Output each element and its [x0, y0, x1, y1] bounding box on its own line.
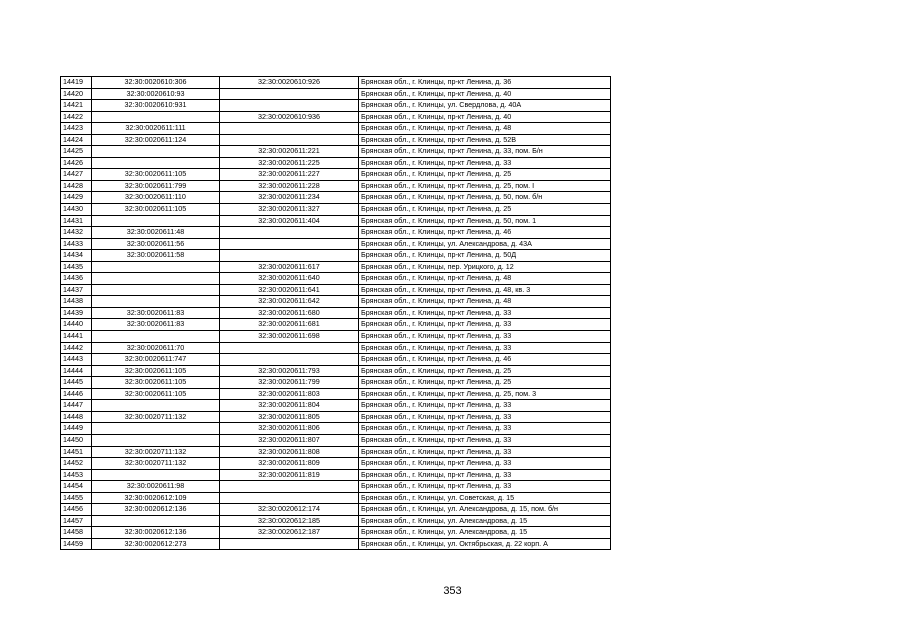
row-number-cell: 14420 [61, 88, 92, 100]
address-cell: Брянская обл., г. Клинцы, ул. Свердлова, д. 40А [359, 100, 611, 112]
table-row [61, 515, 611, 527]
row-number-cell: 14421 [61, 100, 92, 112]
row-number-cell: 14444 [61, 365, 92, 377]
row-number-cell: 14452 [61, 458, 92, 470]
table-row [61, 157, 611, 169]
object-cadastral-number-cell: 32:30:0020612:187 [220, 527, 359, 539]
table-row [61, 434, 611, 446]
row-number-cell: 14450 [61, 434, 92, 446]
row-number-cell: 14449 [61, 423, 92, 435]
parcel-cadastral-number-cell: 32:30:0020711:132 [92, 458, 220, 470]
object-cadastral-number-cell: 32:30:0020611:225 [220, 157, 359, 169]
object-cadastral-number-cell: 32:30:0020611:804 [220, 400, 359, 412]
parcel-cadastral-number-cell [92, 157, 220, 169]
object-cadastral-number-cell: 32:30:0020611:681 [220, 319, 359, 331]
table-row [61, 169, 611, 181]
table-row [61, 284, 611, 296]
address-cell: Брянская обл., г. Клинцы, ул. Александрова, д. 15 [359, 527, 611, 539]
row-number-cell: 14423 [61, 123, 92, 135]
address-cell: Брянская обл., г. Клинцы, пр-кт Ленина, д. 25 [359, 204, 611, 216]
table-row [61, 538, 611, 550]
row-number-cell: 14451 [61, 446, 92, 458]
row-number-cell: 14425 [61, 146, 92, 158]
address-cell: Брянская обл., г. Клинцы, пр-кт Ленина, д. 25 [359, 169, 611, 181]
table-row [61, 307, 611, 319]
parcel-cadastral-number-cell: 32:30:0020610:931 [92, 100, 220, 112]
parcel-cadastral-number-cell [92, 434, 220, 446]
address-cell: Брянская обл., г. Клинцы, пр-кт Ленина, д. 25, пом. 3 [359, 388, 611, 400]
table-row [61, 134, 611, 146]
address-cell: Брянская обл., г. Клинцы, пр-кт Ленина, д. 36 [359, 77, 611, 89]
address-cell: Брянская обл., г. Клинцы, ул. Октябрьская, д. 22 корп. А [359, 538, 611, 550]
parcel-cadastral-number-cell [92, 146, 220, 158]
table-row [61, 365, 611, 377]
table-row [61, 111, 611, 123]
object-cadastral-number-cell: 32:30:0020611:698 [220, 331, 359, 343]
object-cadastral-number-cell: 32:30:0020611:640 [220, 273, 359, 285]
parcel-cadastral-number-cell [92, 111, 220, 123]
parcel-cadastral-number-cell [92, 296, 220, 308]
address-cell: Брянская обл., г. Клинцы, пр-кт Ленина, д. 48, кв. 3 [359, 284, 611, 296]
table-row [61, 296, 611, 308]
address-cell: Брянская обл., г. Клинцы, пр-кт Ленина, д. 33 [359, 400, 611, 412]
table-row [61, 261, 611, 273]
object-cadastral-number-cell [220, 481, 359, 493]
address-cell: Брянская обл., г. Клинцы, пр-кт Ленина, д. 33 [359, 458, 611, 470]
address-cell: Брянская обл., г. Клинцы, пр-кт Ленина, д. 46 [359, 227, 611, 239]
parcel-cadastral-number-cell: 32:30:0020711:132 [92, 411, 220, 423]
address-cell: Брянская обл., г. Клинцы, пр-кт Ленина, д. 33, пом. Б/н [359, 146, 611, 158]
parcel-cadastral-number-cell [92, 273, 220, 285]
address-cell: Брянская обл., г. Клинцы, пр-кт Ленина, д. 40 [359, 88, 611, 100]
object-cadastral-number-cell: 32:30:0020611:617 [220, 261, 359, 273]
row-number-cell: 14422 [61, 111, 92, 123]
parcel-cadastral-number-cell: 32:30:0020611:105 [92, 169, 220, 181]
address-cell: Брянская обл., г. Клинцы, пр-кт Ленина, д. 25 [359, 377, 611, 389]
parcel-cadastral-number-cell: 32:30:0020611:105 [92, 204, 220, 216]
row-number-cell: 14437 [61, 284, 92, 296]
address-cell: Брянская обл., г. Клинцы, пр-кт Ленина, д. 50Д [359, 250, 611, 262]
row-number-cell: 14435 [61, 261, 92, 273]
address-cell: Брянская обл., г. Клинцы, пр-кт Ленина, д. 33 [359, 157, 611, 169]
table-row [61, 273, 611, 285]
object-cadastral-number-cell [220, 227, 359, 239]
row-number-cell: 14454 [61, 481, 92, 493]
parcel-cadastral-number-cell [92, 284, 220, 296]
row-number-cell: 14438 [61, 296, 92, 308]
row-number-cell: 14442 [61, 342, 92, 354]
row-number-cell: 14426 [61, 157, 92, 169]
address-cell: Брянская обл., г. Клинцы, пр-кт Ленина, д. 25 [359, 365, 611, 377]
row-number-cell: 14453 [61, 469, 92, 481]
row-number-cell: 14433 [61, 238, 92, 250]
row-number-cell: 14459 [61, 538, 92, 550]
address-cell: Брянская обл., г. Клинцы, пр-кт Ленина, д. 33 [359, 331, 611, 343]
row-number-cell: 14457 [61, 515, 92, 527]
table-row [61, 377, 611, 389]
row-number-cell: 14439 [61, 307, 92, 319]
parcel-cadastral-number-cell: 32:30:0020612:273 [92, 538, 220, 550]
object-cadastral-number-cell [220, 538, 359, 550]
parcel-cadastral-number-cell: 32:30:0020611:799 [92, 180, 220, 192]
parcel-cadastral-number-cell: 32:30:0020611:111 [92, 123, 220, 135]
parcel-cadastral-number-cell [92, 400, 220, 412]
object-cadastral-number-cell [220, 342, 359, 354]
parcel-cadastral-number-cell [92, 423, 220, 435]
address-cell: Брянская обл., г. Клинцы, пр-кт Ленина, д. 48 [359, 296, 611, 308]
parcel-cadastral-number-cell: 32:30:0020612:136 [92, 504, 220, 516]
row-number-cell: 14447 [61, 400, 92, 412]
parcel-cadastral-number-cell: 32:30:0020611:105 [92, 365, 220, 377]
parcel-cadastral-number-cell: 32:30:0020611:83 [92, 319, 220, 331]
object-cadastral-number-cell [220, 250, 359, 262]
object-cadastral-number-cell: 32:30:0020611:819 [220, 469, 359, 481]
table-row [61, 527, 611, 539]
table-row [61, 423, 611, 435]
address-cell: Брянская обл., г. Клинцы, ул. Советская, д. 15 [359, 492, 611, 504]
parcel-cadastral-number-cell: 32:30:0020611:70 [92, 342, 220, 354]
object-cadastral-number-cell [220, 238, 359, 250]
parcel-cadastral-number-cell: 32:30:0020611:98 [92, 481, 220, 493]
address-cell: Брянская обл., г. Клинцы, пр-кт Ленина, д. 33 [359, 423, 611, 435]
object-cadastral-number-cell: 32:30:0020611:805 [220, 411, 359, 423]
address-cell: Брянская обл., г. Клинцы, пр-кт Ленина, д. 33 [359, 307, 611, 319]
row-number-cell: 14441 [61, 331, 92, 343]
address-cell: Брянская обл., г. Клинцы, пр-кт Ленина, д. 33 [359, 481, 611, 493]
table-row [61, 100, 611, 112]
address-cell: Брянская обл., г. Клинцы, пр-кт Ленина, д. 46 [359, 354, 611, 366]
address-cell: Брянская обл., г. Клинцы, пр-кт Ленина, д. 52В [359, 134, 611, 146]
table-row [61, 215, 611, 227]
row-number-cell: 14458 [61, 527, 92, 539]
table-row [61, 88, 611, 100]
object-cadastral-number-cell: 32:30:0020611:793 [220, 365, 359, 377]
table-row [61, 446, 611, 458]
address-cell: Брянская обл., г. Клинцы, ул. Александрова, д. 15 [359, 515, 611, 527]
row-number-cell: 14427 [61, 169, 92, 181]
table-row [61, 331, 611, 343]
object-cadastral-number-cell [220, 88, 359, 100]
parcel-cadastral-number-cell: 32:30:0020612:136 [92, 527, 220, 539]
object-cadastral-number-cell: 32:30:0020612:185 [220, 515, 359, 527]
parcel-cadastral-number-cell: 32:30:0020611:58 [92, 250, 220, 262]
address-cell: Брянская обл., г. Клинцы, пр-кт Ленина, д. 33 [359, 469, 611, 481]
object-cadastral-number-cell: 32:30:0020610:926 [220, 77, 359, 89]
table-row [61, 342, 611, 354]
object-cadastral-number-cell [220, 492, 359, 504]
table-row [61, 492, 611, 504]
row-number-cell: 14431 [61, 215, 92, 227]
address-cell: Брянская обл., г. Клинцы, пр-кт Ленина, д. 33 [359, 446, 611, 458]
address-cell: Брянская обл., г. Клинцы, ул. Александрова, д. 43А [359, 238, 611, 250]
table-row [61, 204, 611, 216]
table-row [61, 388, 611, 400]
address-cell: Брянская обл., г. Клинцы, пр-кт Ленина, д. 33 [359, 342, 611, 354]
object-cadastral-number-cell [220, 134, 359, 146]
object-cadastral-number-cell: 32:30:0020611:806 [220, 423, 359, 435]
parcel-cadastral-number-cell: 32:30:0020711:132 [92, 446, 220, 458]
parcel-cadastral-number-cell: 32:30:0020612:109 [92, 492, 220, 504]
parcel-cadastral-number-cell [92, 215, 220, 227]
address-cell: Брянская обл., г. Клинцы, пр-кт Ленина, д. 50, пом. б/н [359, 192, 611, 204]
object-cadastral-number-cell: 32:30:0020611:404 [220, 215, 359, 227]
object-cadastral-number-cell: 32:30:0020611:809 [220, 458, 359, 470]
row-number-cell: 14436 [61, 273, 92, 285]
page-number: 353 [443, 585, 462, 597]
parcel-cadastral-number-cell [92, 331, 220, 343]
address-cell: Брянская обл., г. Клинцы, пр-кт Ленина, д. 48 [359, 273, 611, 285]
parcel-cadastral-number-cell: 32:30:0020611:747 [92, 354, 220, 366]
row-number-cell: 14448 [61, 411, 92, 423]
object-cadastral-number-cell: 32:30:0020611:807 [220, 434, 359, 446]
parcel-cadastral-number-cell [92, 469, 220, 481]
registry-table [60, 76, 611, 550]
row-number-cell: 14429 [61, 192, 92, 204]
row-number-cell: 14432 [61, 227, 92, 239]
table-row [61, 458, 611, 470]
parcel-cadastral-number-cell: 32:30:0020611:110 [92, 192, 220, 204]
address-cell: Брянская обл., г. Клинцы, пер. Урицкого, д. 12 [359, 261, 611, 273]
object-cadastral-number-cell: 32:30:0020611:227 [220, 169, 359, 181]
row-number-cell: 14428 [61, 180, 92, 192]
table-row [61, 123, 611, 135]
object-cadastral-number-cell: 32:30:0020610:936 [220, 111, 359, 123]
parcel-cadastral-number-cell: 32:30:0020611:105 [92, 388, 220, 400]
row-number-cell: 14440 [61, 319, 92, 331]
row-number-cell: 14446 [61, 388, 92, 400]
table-row [61, 400, 611, 412]
object-cadastral-number-cell: 32:30:0020611:228 [220, 180, 359, 192]
row-number-cell: 14443 [61, 354, 92, 366]
object-cadastral-number-cell: 32:30:0020611:327 [220, 204, 359, 216]
address-cell: Брянская обл., г. Клинцы, пр-кт Ленина, д. 40 [359, 111, 611, 123]
address-cell: Брянская обл., г. Клинцы, пр-кт Ленина, д. 50, пом. 1 [359, 215, 611, 227]
table-row [61, 180, 611, 192]
object-cadastral-number-cell: 32:30:0020611:234 [220, 192, 359, 204]
parcel-cadastral-number-cell: 32:30:0020610:306 [92, 77, 220, 89]
object-cadastral-number-cell [220, 123, 359, 135]
row-number-cell: 14456 [61, 504, 92, 516]
object-cadastral-number-cell: 32:30:0020611:642 [220, 296, 359, 308]
table-row [61, 469, 611, 481]
table-row [61, 227, 611, 239]
row-number-cell: 14430 [61, 204, 92, 216]
table-row [61, 354, 611, 366]
object-cadastral-number-cell: 32:30:0020612:174 [220, 504, 359, 516]
table-row [61, 77, 611, 89]
parcel-cadastral-number-cell: 32:30:0020611:124 [92, 134, 220, 146]
table-row [61, 481, 611, 493]
row-number-cell: 14419 [61, 77, 92, 89]
row-number-cell: 14434 [61, 250, 92, 262]
registry-table-body [61, 77, 611, 550]
parcel-cadastral-number-cell: 32:30:0020611:56 [92, 238, 220, 250]
address-cell: Брянская обл., г. Клинцы, пр-кт Ленина, д. 33 [359, 411, 611, 423]
object-cadastral-number-cell: 32:30:0020611:808 [220, 446, 359, 458]
row-number-cell: 14424 [61, 134, 92, 146]
object-cadastral-number-cell: 32:30:0020611:803 [220, 388, 359, 400]
table-row [61, 319, 611, 331]
parcel-cadastral-number-cell: 32:30:0020611:83 [92, 307, 220, 319]
parcel-cadastral-number-cell [92, 515, 220, 527]
table-row [61, 146, 611, 158]
object-cadastral-number-cell: 32:30:0020611:221 [220, 146, 359, 158]
object-cadastral-number-cell: 32:30:0020611:799 [220, 377, 359, 389]
address-cell: Брянская обл., г. Клинцы, пр-кт Ленина, д. 48 [359, 123, 611, 135]
table-row [61, 411, 611, 423]
table-row [61, 238, 611, 250]
parcel-cadastral-number-cell [92, 261, 220, 273]
object-cadastral-number-cell [220, 354, 359, 366]
address-cell: Брянская обл., г. Клинцы, пр-кт Ленина, д. 33 [359, 319, 611, 331]
parcel-cadastral-number-cell: 32:30:0020611:48 [92, 227, 220, 239]
object-cadastral-number-cell [220, 100, 359, 112]
object-cadastral-number-cell: 32:30:0020611:680 [220, 307, 359, 319]
table-row [61, 192, 611, 204]
object-cadastral-number-cell: 32:30:0020611:641 [220, 284, 359, 296]
parcel-cadastral-number-cell: 32:30:0020611:105 [92, 377, 220, 389]
address-cell: Брянская обл., г. Клинцы, пр-кт Ленина, д. 33 [359, 434, 611, 446]
table-row [61, 504, 611, 516]
row-number-cell: 14445 [61, 377, 92, 389]
address-cell: Брянская обл., г. Клинцы, пр-кт Ленина, д. 25, пом. I [359, 180, 611, 192]
parcel-cadastral-number-cell: 32:30:0020610:93 [92, 88, 220, 100]
table-row [61, 250, 611, 262]
row-number-cell: 14455 [61, 492, 92, 504]
address-cell: Брянская обл., г. Клинцы, ул. Александрова, д. 15, пом. б/н [359, 504, 611, 516]
